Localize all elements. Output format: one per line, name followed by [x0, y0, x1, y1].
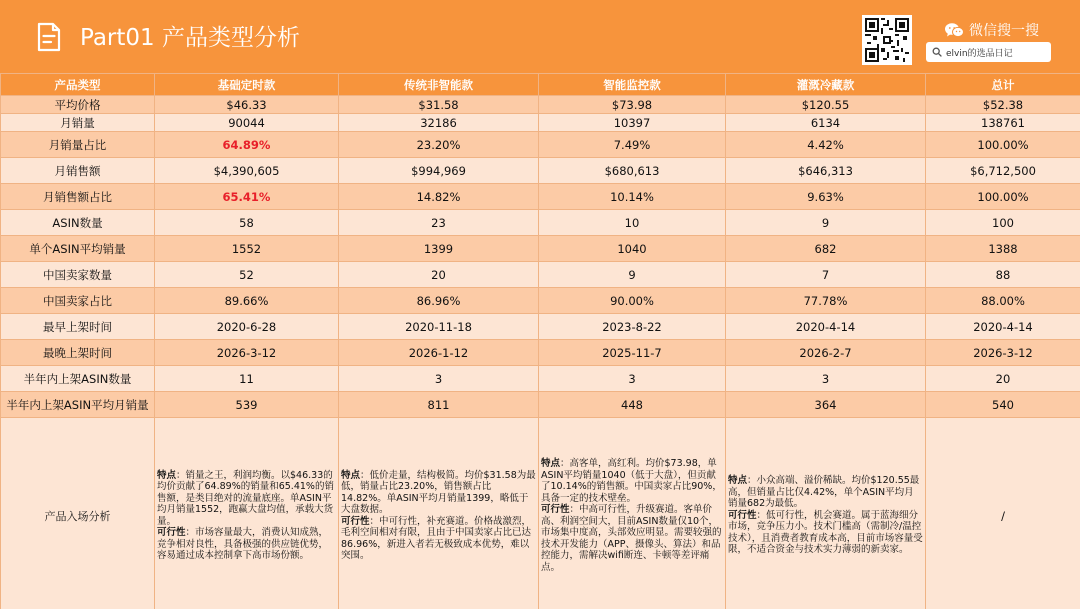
- analysis-cell: [539, 418, 726, 609]
- table-cell: 682: [726, 236, 926, 262]
- analysis-feature: ：高客单，高红利。均价$73.98，单ASIN平均销量1040（低于大盘），但贡献了10.14%的销售额。中国卖家占比90%，具备一定的技术壁垒。: [541, 458, 722, 504]
- row-label: 中国卖家占比: [1, 288, 155, 314]
- table-cell: 89.66%: [155, 288, 339, 314]
- highlight-cell: 64.89%: [155, 132, 339, 158]
- product-type-table: [0, 73, 1080, 609]
- table-cell: 2025-11-7: [539, 340, 726, 366]
- feasibility-label: 可行性: [341, 515, 370, 527]
- header-bar: [0, 0, 1080, 73]
- table-cell: $680,613: [539, 158, 726, 184]
- table-cell: 4.42%: [726, 132, 926, 158]
- table-row: [1, 262, 1080, 288]
- table-cell: 23.20%: [339, 132, 539, 158]
- table-row: [1, 158, 1080, 184]
- table-cell: 20: [339, 262, 539, 288]
- table-cell: $52.38: [926, 96, 1080, 114]
- table-cell: 52: [155, 262, 339, 288]
- row-label: 平均价格: [1, 96, 155, 114]
- table-row: [1, 340, 1080, 366]
- column-header: 总计: [926, 74, 1080, 96]
- table-cell: 23: [339, 210, 539, 236]
- table-row: [1, 132, 1080, 158]
- table-cell: $6,712,500: [926, 158, 1080, 184]
- table-cell: 2026-2-7: [726, 340, 926, 366]
- search-box[interactable]: [926, 42, 1051, 62]
- analysis-feasibility: ：低可行性，机会赛道。属于蓝海细分市场，竞争压力小。技术门槛高（需制冷/温控技术），且消费者教育成本高，目前市场容量受限，不适合资金与技术实力薄弱的新卖家。: [728, 509, 923, 556]
- table-cell: $73.98: [539, 96, 726, 114]
- table-cell: 9: [726, 210, 926, 236]
- row-label: 月销售额占比: [1, 184, 155, 210]
- highlight-cell: 65.41%: [155, 184, 339, 210]
- table-row: [1, 366, 1080, 392]
- table-cell: 90044: [155, 114, 339, 132]
- column-header: 产品类型: [1, 74, 155, 96]
- table-cell: 77.78%: [726, 288, 926, 314]
- table-cell: 2020-11-18: [339, 314, 539, 340]
- table-row: [1, 392, 1080, 418]
- table-cell: 11: [155, 366, 339, 392]
- table-cell: 2026-3-12: [155, 340, 339, 366]
- analysis-feature: ：低价走量，结构极简。均价$31.58为最低，销量占比23.20%，销售额占比14.82%。单ASIN平均月销量1399，略低于大盘数据。: [341, 469, 536, 515]
- feature-label: 特点: [541, 458, 561, 469]
- table-cell: 1388: [926, 236, 1080, 262]
- wechat-icon: [944, 22, 964, 39]
- row-label: 月销量: [1, 114, 155, 132]
- analysis-feasibility: ：市场容量最大，消费认知成熟，竞争相对良性，具备极强的供应链优势，容易通过成本控制拿下高市场份额。: [157, 527, 329, 561]
- column-header: 基础定时款: [155, 74, 339, 96]
- feasibility-label: 可行性: [541, 504, 570, 515]
- table-cell: 9.63%: [726, 184, 926, 210]
- table-cell: 90.00%: [539, 288, 726, 314]
- table-cell: 2026-1-12: [339, 340, 539, 366]
- table-cell: 88: [926, 262, 1080, 288]
- row-label: 中国卖家数量: [1, 262, 155, 288]
- search-icon: [932, 47, 942, 57]
- row-label: 月销量占比: [1, 132, 155, 158]
- wechat-search-label: [944, 20, 1039, 40]
- table-cell: 14.82%: [339, 184, 539, 210]
- table-cell: 7: [726, 262, 926, 288]
- table-row: [1, 210, 1080, 236]
- table-row: [1, 184, 1080, 210]
- row-label: 月销售额: [1, 158, 155, 184]
- row-label: 产品入场分析: [1, 418, 155, 609]
- table-cell: 138761: [926, 114, 1080, 132]
- table-cell: $646,313: [726, 158, 926, 184]
- analysis-feasibility: ：中高可行性，升级赛道。客单价高、利润空间大，目前ASIN数量仅10个，市场集中度高，头部效应明显。需要较强的技术开发能力（APP、摄像头、算法）和品控能力，需解决wifi断连、卡顿等差评痛点。: [541, 504, 722, 573]
- row-label: 单个ASIN平均销量: [1, 236, 155, 262]
- analysis-total-cell: /: [926, 418, 1080, 609]
- table-cell: 100.00%: [926, 184, 1080, 210]
- table-cell: 3: [726, 366, 926, 392]
- table-cell: 9: [539, 262, 726, 288]
- column-header: 传统非智能款: [339, 74, 539, 96]
- table-cell: 88.00%: [926, 288, 1080, 314]
- table-cell: 1552: [155, 236, 339, 262]
- analysis-row: [1, 418, 1080, 609]
- table-cell: 3: [539, 366, 726, 392]
- column-header: 灌溉冷藏款: [726, 74, 926, 96]
- table-cell: $4,390,605: [155, 158, 339, 184]
- table-cell: 58: [155, 210, 339, 236]
- table-cell: 364: [726, 392, 926, 418]
- table-cell: 2020-4-14: [926, 314, 1080, 340]
- row-label: 半年内上架ASIN数量: [1, 366, 155, 392]
- table-cell: 448: [539, 392, 726, 418]
- table-cell: $994,969: [339, 158, 539, 184]
- table-row: [1, 96, 1080, 114]
- analysis-cell: [339, 418, 539, 609]
- analysis-feature: ：销量之王，利润均衡。以$46.33的均价贡献了64.89%的销量和65.41%的销售额，是类目绝对的流量底座。单ASIN平均月销量1552，跑赢大盘均值，承载大货量。: [157, 469, 334, 527]
- qr-code: [862, 15, 912, 65]
- table-cell: 1040: [539, 236, 726, 262]
- table-row: [1, 236, 1080, 262]
- table-cell: 86.96%: [339, 288, 539, 314]
- feature-label: 特点: [728, 475, 748, 487]
- row-label: 半年内上架ASIN平均月销量: [1, 392, 155, 418]
- table-cell: 540: [926, 392, 1080, 418]
- table-cell: $120.55: [726, 96, 926, 114]
- table-cell: 2020-4-14: [726, 314, 926, 340]
- feasibility-label: 可行性: [728, 509, 757, 521]
- table-cell: 7.49%: [539, 132, 726, 158]
- table-cell: 10: [539, 210, 726, 236]
- table-header-row: [1, 74, 1080, 96]
- wechat-label: 微信搜一搜: [969, 23, 1039, 39]
- table-cell: $46.33: [155, 96, 339, 114]
- table-cell: 2020-6-28: [155, 314, 339, 340]
- table-cell: 2026-3-12: [926, 340, 1080, 366]
- table-cell: 6134: [726, 114, 926, 132]
- table-cell: 3: [339, 366, 539, 392]
- table-cell: 811: [339, 392, 539, 418]
- table-row: [1, 114, 1080, 132]
- table-cell: 32186: [339, 114, 539, 132]
- table-cell: 20: [926, 366, 1080, 392]
- page-title: Part01 产品类型分析: [80, 25, 300, 51]
- analysis-cell: [726, 418, 926, 609]
- table-cell: 2023-8-22: [539, 314, 726, 340]
- analysis-feature: ：小众高端、溢价稀缺。均价$120.55最高，但销量占比仅4.42%，单个ASIN平均月销量682为最低。: [728, 475, 920, 510]
- table-cell: 10397: [539, 114, 726, 132]
- table-cell: 10.14%: [539, 184, 726, 210]
- row-label: 最早上架时间: [1, 314, 155, 340]
- table-row: [1, 314, 1080, 340]
- feature-label: 特点: [341, 469, 361, 481]
- analysis-feasibility: ：中可行性，补充赛道。价格战激烈，毛利空间相对有限，且由于中国卖家占比已达86.96%，新进入者若无极致成本优势，难以突围。: [341, 515, 532, 561]
- feature-label: 特点: [157, 469, 177, 481]
- search-text: elvin的选品日记: [946, 48, 1013, 59]
- table-row: [1, 288, 1080, 314]
- document-icon: [36, 22, 62, 52]
- table-cell: 539: [155, 392, 339, 418]
- feasibility-label: 可行性: [157, 527, 186, 538]
- analysis-cell: [155, 418, 339, 609]
- column-header: 智能监控款: [539, 74, 726, 96]
- row-label: ASIN数量: [1, 210, 155, 236]
- table-cell: 100: [926, 210, 1080, 236]
- table-cell: $31.58: [339, 96, 539, 114]
- table-cell: 100.00%: [926, 132, 1080, 158]
- row-label: 最晚上架时间: [1, 340, 155, 366]
- table-cell: 1399: [339, 236, 539, 262]
